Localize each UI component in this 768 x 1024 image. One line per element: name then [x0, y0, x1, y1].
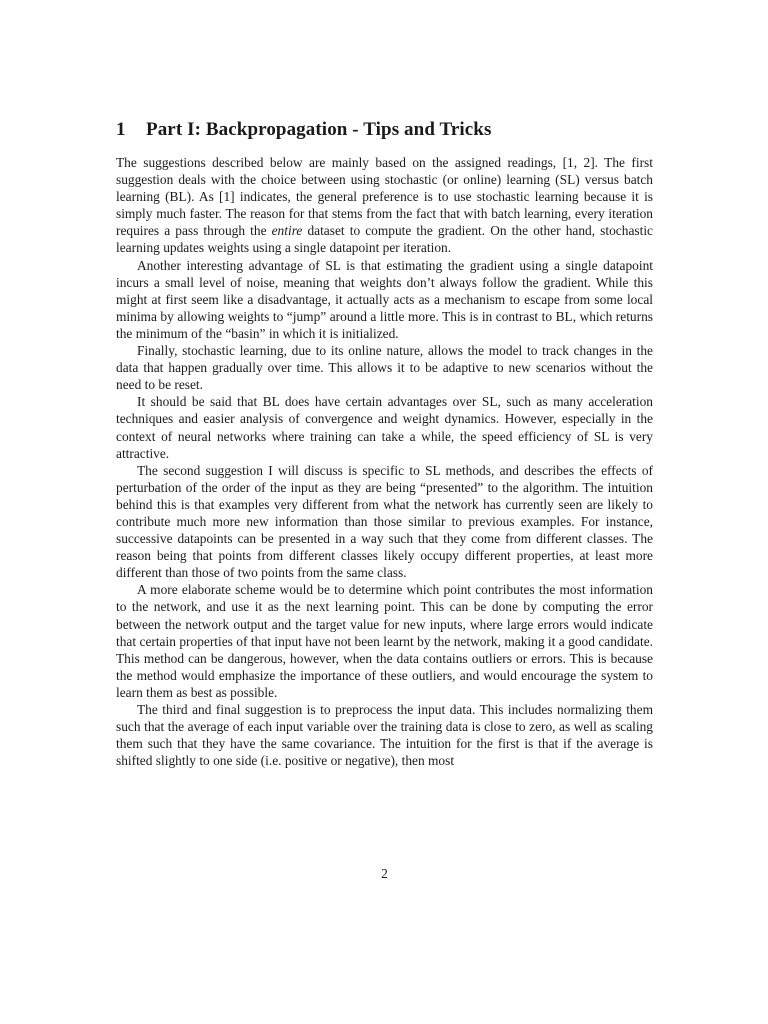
section-number: 1 [116, 119, 126, 140]
paragraph [116, 462, 653, 582]
paragraph-text: Another interesting advantage of SL is that estimating the gradient using a single datapoint incurs a small level of noise, meaning that weights don’t always follow the gradient. While this might at first seem like a disadvantage, it actually acts as a mechanism to escape from some local minima by allowing weights to “jump” around a little more. This is in contrast to BL, which returns the minimum of the “basin” in which it is initialized. [116, 257, 653, 341]
paragraph-text: The second suggestion I will discuss is specific to SL methods, and describes the effects of perturbation of the order of the input as they are being “presented” to the algorithm. The intuition behind this is that examples very different from what the network has currently seen are likely to contribute much more new information than those similar to previous examples. For instance, successive datapoints can be presented in a way such that they come from different classes. The reason being that points from different classes likely occupy different properties, at least more different than those of two points from the same class. [116, 462, 653, 581]
emphasized-text: entire [271, 223, 303, 239]
paragraph-text: Finally, stochastic learning, due to its online nature, allows the model to track changes in the data that happen gradually over time. This allows it to be adaptive to new scenarios without the need to be reset. [116, 343, 653, 393]
paragraph-text: dataset to compute the gradient. On the other hand, stochastic learning updates weights using a single datapoint per iteration. [116, 223, 653, 256]
paragraph [116, 701, 653, 769]
paragraph-text: The suggestions described below are mainly based on the assigned readings, [1, 2]. The first suggestion deals with the choice between using stochastic (or online) learning (SL) versus batch learning (BL). As [1] indicates, the general preference is to use stochastic learning because it is simply much faster. The reason for that stems from the fact that with batch learning, every iteration requires a pass through the [116, 155, 653, 239]
section-title: Part I: Backpropagation - Tips and Tricks [146, 119, 492, 140]
document-page [116, 0, 653, 1024]
paragraph [116, 257, 653, 342]
paragraph-text: It should be said that BL does have certain advantages over SL, such as many acceleration techniques and easier analysis of convergence and weight dynamics. However, especially in the context of neural networks where training can take a while, the speed efficiency of SL is very attractive. [116, 394, 653, 461]
body-text [116, 154, 653, 769]
paragraph-text: A more elaborate scheme would be to determine which point contributes the most information to the network, and use it as the next learning point. This can be done by computing the error between the network output and the target value for new inputs, where large errors would indicate that certain properties of that input have not been learnt by the network, making it a good candidate. This method can be dangerous, however, when the data contains outliers or errors. This is because the method would emphasize the importance of these outliers, and would encourage the system to learn them as best as possible. [116, 582, 653, 700]
section-heading [116, 119, 491, 141]
paragraph-text: The third and final suggestion is to preprocess the input data. This includes normalizing them such that the average of each input variable over the training data is close to zero, as well as scaling them such that they have the same covariance. The intuition for the first is that if the average is shifted slightly to one side (i.e. positive or negative), then most [116, 702, 653, 769]
paragraph [116, 342, 653, 393]
page-number: 2 [381, 866, 388, 881]
paragraph [116, 393, 653, 461]
paragraph [116, 154, 653, 257]
paragraph [116, 581, 653, 701]
